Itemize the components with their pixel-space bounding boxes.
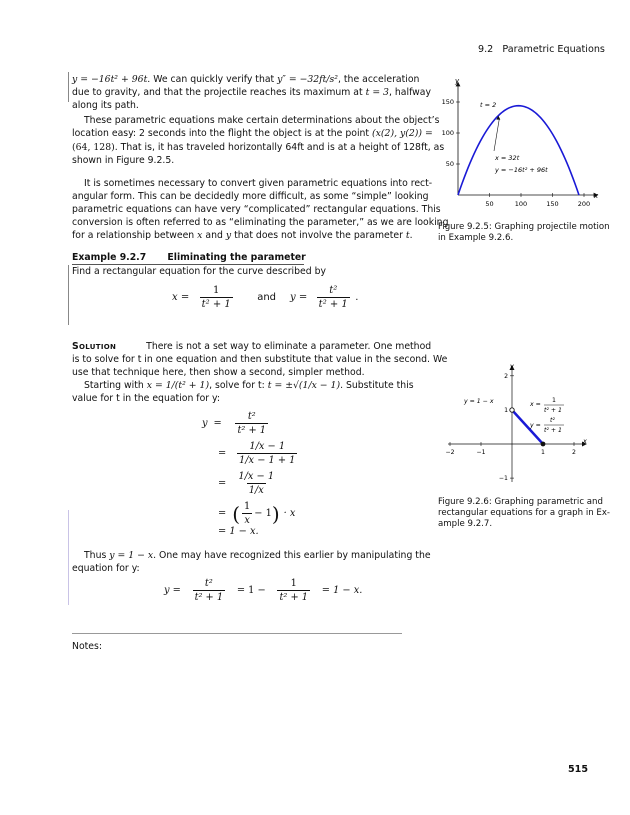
y-tick-label: 100 — [441, 129, 454, 137]
x-tick-label: 200 — [577, 200, 591, 208]
equals: = — [213, 418, 222, 429]
x-tick-label: 1 — [541, 449, 545, 456]
numerator: 1 — [213, 285, 220, 296]
denominator: t² + 1 — [279, 592, 309, 603]
example-heading-rule — [72, 264, 304, 265]
numerator: t² — [247, 411, 256, 422]
minus-one: − 1 — [254, 508, 272, 519]
caption-line: in Example 9.2.6. — [438, 233, 514, 243]
lhs-y: y = — [164, 585, 181, 596]
y-lhs: y = — [290, 292, 308, 303]
axis-label-y: y — [455, 77, 460, 85]
text: equation for y: — [72, 563, 140, 574]
label-y-equation: y = −16t² + 96t — [495, 166, 548, 174]
figure-projectile — [432, 76, 602, 211]
equation-y: y = −16t² + 96t. — [72, 74, 151, 85]
numerator: 1 — [244, 501, 251, 512]
text: . One may have recognized this earlier by manipulating the — [153, 550, 431, 561]
caption-line: rectangular equations for a graph in Ex- — [438, 508, 611, 518]
denominator: t² + 1 — [201, 299, 231, 310]
text: , halfway — [388, 87, 431, 98]
denominator: x — [244, 515, 250, 526]
notes-rule — [72, 633, 402, 634]
var-t: t — [405, 230, 410, 241]
text: These parametric equations make certain determinations about the object’s — [84, 115, 440, 126]
text: angular form. This can be decidedly more difficult, as some “simple” looking — [72, 191, 429, 202]
section-title: Parametric Equations — [502, 44, 605, 55]
var-x: x — [197, 230, 203, 241]
axis-label-x: x — [583, 437, 587, 445]
paren-open: ( — [232, 501, 241, 526]
leader-line — [494, 119, 499, 151]
label-x-num: 1 — [552, 397, 556, 404]
alternate-derivation — [164, 577, 362, 604]
text: due to gravity, and that the projectile reaches its maximum at — [72, 87, 363, 98]
text: that does not involve the parameter — [234, 230, 403, 241]
period: . — [355, 292, 359, 303]
x-tick-label: −1 — [476, 449, 486, 456]
times-x: · x — [283, 508, 296, 519]
example-left-bar — [68, 265, 69, 325]
result: = 1 − x. — [218, 526, 259, 537]
text: Thus — [84, 550, 107, 561]
x-tick-label: −2 — [445, 449, 455, 456]
numerator: 1/x − 1 — [249, 441, 286, 452]
text: shown in Figure 9.2.5. — [72, 155, 175, 166]
numerator: t² — [329, 285, 338, 296]
solution-left-bar — [68, 510, 69, 605]
equation-point-value: (64, 128) — [72, 142, 115, 153]
notes-label: Notes: — [72, 641, 102, 652]
text: and — [205, 230, 223, 241]
axis-label-x: x — [594, 192, 599, 200]
text: parametric equations can have very “complicated” rectangular equations. This — [72, 204, 441, 215]
label-x-equation: x = 32t — [495, 154, 520, 162]
equals: = — [218, 508, 227, 519]
text: Starting with — [84, 380, 144, 391]
label-y-den: t² + 1 — [544, 427, 562, 434]
figure-line-graph — [442, 360, 592, 490]
text: , the acceleration — [338, 74, 420, 85]
y-tick-label: −1 — [498, 475, 508, 483]
fraction-x — [195, 284, 237, 311]
text: along its path. — [72, 100, 139, 111]
text: is to solve for t in one equation and then substitute that value in the second. We — [72, 354, 448, 365]
example-heading — [72, 252, 306, 263]
denominator: t² + 1 — [194, 592, 224, 603]
equals: = — [218, 448, 227, 459]
equation-t-solved: t = ±√(1/x − 1) — [267, 380, 341, 391]
label-line-equation: y = 1 − x — [464, 398, 494, 405]
numerator: 1/x − 1 — [238, 471, 275, 482]
equation-t: t = 3 — [365, 87, 389, 98]
text: use that technique here, then show a second, simpler method. — [72, 367, 365, 378]
result: = 1 − x. — [321, 585, 363, 596]
equals: = — [218, 478, 227, 489]
paren-close: ) — [271, 501, 280, 526]
text: There is not a set way to eliminate a parameter. One method — [146, 341, 432, 352]
label-x-lhs: x = — [530, 401, 541, 408]
example-equations — [172, 284, 358, 311]
text: . — [409, 230, 413, 241]
x-tick-label: 50 — [485, 200, 494, 208]
text: , solve for t: — [209, 380, 265, 391]
equals-one-minus: = 1 − — [236, 585, 266, 596]
text: . Substitute this — [340, 380, 414, 391]
and-word: and — [257, 292, 277, 303]
text: conversion is often referred to as “eliminating the parameter,” as we are looking — [72, 217, 449, 228]
equation-x: x = 1/(t² + 1) — [146, 380, 210, 391]
page-number: 515 — [568, 764, 589, 775]
figure-9-2-5-caption — [438, 222, 610, 244]
step2-fraction — [234, 440, 300, 467]
numerator: 1 — [290, 578, 297, 589]
label-t-equals-2: t = 2 — [480, 101, 497, 109]
text: It is sometimes necessary to convert given parametric equations into rect- — [84, 178, 433, 189]
y-tick-label: 150 — [441, 98, 454, 106]
axis-label-y: y — [510, 362, 514, 370]
example-margin-bar — [68, 72, 69, 102]
text: value for t in the equation for y: — [72, 393, 221, 404]
y-tick-label: 1 — [504, 406, 508, 414]
solution-label: Solution — [72, 341, 117, 352]
caption-line: Figure 9.2.6: Graphing parametric and — [438, 497, 603, 507]
step1-fraction — [230, 410, 274, 437]
running-header — [478, 44, 605, 55]
x-tick-label: 150 — [546, 200, 559, 208]
caption-line: ample 9.2.7. — [438, 519, 493, 529]
parabola-curve — [458, 106, 579, 195]
x-tick-label: 2 — [572, 449, 576, 456]
var-y: y — [225, 230, 232, 241]
step4-fraction — [242, 500, 252, 527]
text: We can quickly verify that — [150, 74, 278, 85]
step3-fraction — [234, 470, 278, 497]
x-lhs: x = — [172, 292, 190, 303]
label-y-num: t² — [550, 417, 555, 424]
x-tick-label: 100 — [514, 200, 528, 208]
example-number: Example 9.2.7 — [72, 252, 147, 263]
text: for a relationship between — [72, 230, 195, 241]
fraction-y — [313, 284, 353, 311]
denominator: t² + 1 — [318, 299, 348, 310]
numerator: t² — [204, 578, 213, 589]
equation-point: (x(2), y(2)) = — [372, 128, 433, 139]
label-x-den: t² + 1 — [544, 407, 562, 414]
example-title: Eliminating the parameter — [167, 252, 306, 263]
text: location easy: 2 seconds into the flight the object is at the point — [72, 128, 370, 139]
figure-9-2-6-caption — [438, 497, 610, 530]
fraction-1 — [189, 577, 229, 604]
equation-accel: y″ = −32ft/s² — [277, 74, 338, 85]
caption-line: Figure 9.2.5: Graphing projectile motion — [438, 222, 610, 232]
text: . That is, it has traveled horizontally 64ft and is at a height of 128ft, as — [114, 142, 445, 153]
open-endpoint — [510, 408, 514, 412]
denominator: 1/x — [248, 485, 264, 496]
denominator: t² + 1 — [237, 425, 267, 436]
section-number: 9.2 — [478, 44, 494, 55]
label-y-lhs: y = — [530, 422, 541, 429]
lhs-y: y — [202, 418, 208, 429]
y-tick-label: 50 — [445, 160, 454, 168]
closed-endpoint — [541, 442, 546, 447]
fraction-2 — [274, 577, 314, 604]
y-tick-label: 2 — [504, 372, 508, 380]
example-prompt: Find a rectangular equation for the curve described by — [72, 266, 326, 277]
equation-result: y = 1 − x — [109, 550, 154, 561]
denominator: 1/x − 1 + 1 — [239, 455, 296, 466]
